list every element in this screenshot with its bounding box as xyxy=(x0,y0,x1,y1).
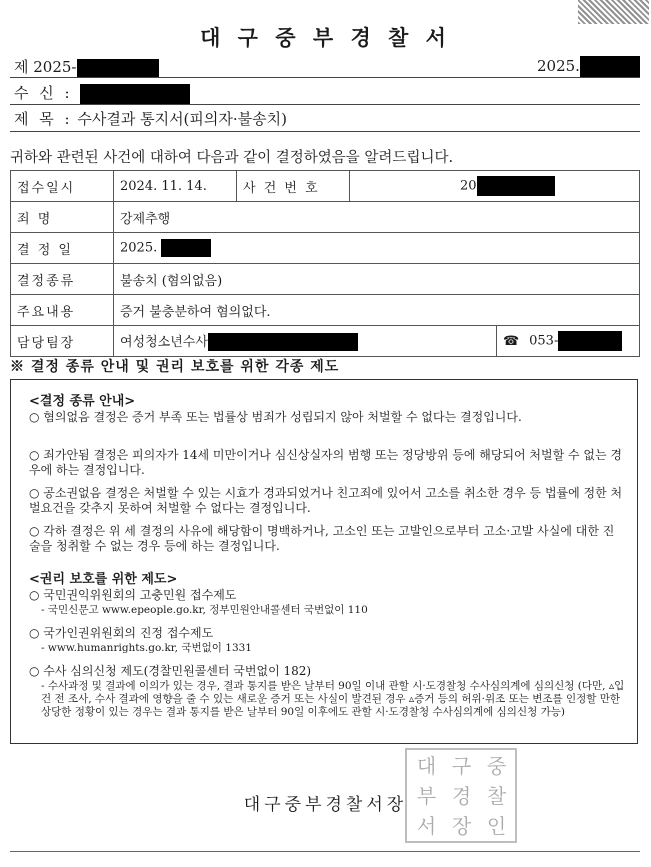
case-number-prefix: 20 xyxy=(460,178,477,194)
case-number-label: 사 건 번 호 xyxy=(237,171,350,202)
document-number-prefix: 제 2025- xyxy=(14,58,77,76)
document-date xyxy=(537,56,640,78)
phone-prefix: 053- xyxy=(529,333,559,349)
notice-heading: ※ 결정 종류 안내 및 권리 보호를 위한 각종 제도 xyxy=(10,359,340,375)
table-row xyxy=(11,202,640,233)
redaction xyxy=(208,333,358,351)
document-title: 대 구 중 부 경 찰 서 xyxy=(200,25,451,50)
redaction xyxy=(77,59,159,77)
rights-item-title: ○ 수사 심의신청 제도(경찰민원콜센터 국번없이 182) xyxy=(29,664,312,678)
decision-types-heading: <결정 종류 안내> xyxy=(29,394,136,409)
decision-date-prefix: 2025. xyxy=(120,240,158,256)
seal-char: 대 xyxy=(416,754,437,778)
decision-type-item: ○ 죄가안됨 결정은 피의자가 14세 미만이거나 심신상실자의 범행 또는 정당방위 등에 해당되어 처벌할 수 없는 경우에 하는 결정입니다. xyxy=(29,448,623,477)
rights-heading: <권리 보호를 위한 제도> xyxy=(29,572,178,587)
table-row xyxy=(11,295,640,326)
document-number xyxy=(14,56,159,77)
recipient-label: 수 신 : xyxy=(14,84,73,102)
rights-item-title: ○ 국민권익위원회의 고충민원 접수제도 xyxy=(29,588,237,602)
rights-item-detail: - 국민신문고 www.epeople.go.kr, 정부민원안내콜센터 국번없이 110 xyxy=(41,604,368,616)
seal-char: 장 xyxy=(451,814,472,838)
rights-item-detail: - www.humanrights.go.kr, 국번없이 1331 xyxy=(41,642,252,654)
rights-item-detail: - 수사과정 및 결과에 이의가 있는 경우, 결과 통지를 받은 날부터 90일 이내 관할 시·도경찰청 수사심의계에 심의신청 (다만, ▵입건 전 조사, 수사 결과에 영향을 줄 수 있는 새로운 증거 또는 사실이 발견된 경우 ▵증거 등의 허위·위조 또는 변조를 인정할 만한 상당한 정황이 있는 경우는 결과 통지를 받은 날부터 90일 이후에도 관할 시·도경찰청 수사심의계에 심의신청 가능) xyxy=(41,680,625,718)
seal-char: 찰 xyxy=(486,784,507,808)
decision-type-value: 불송치 (혐의없음) xyxy=(114,264,640,295)
subject-line xyxy=(14,108,287,129)
decision-type-item: ○ 공소권없음 결정은 처벌할 수 있는 시효가 경과되었거나 친고죄에 있어서 고소를 취소한 경우 등 법률에 정한 처벌요건을 갖추지 못하여 처벌할 수 없다는 결정입니다. xyxy=(29,486,623,515)
seal-char: 구 xyxy=(451,754,472,778)
charge-value: 강제추행 xyxy=(114,202,640,233)
table-row xyxy=(11,233,640,264)
rights-item-title: ○ 국가인권위원회의 진정 접수제도 xyxy=(29,626,214,640)
main-content-value: 증거 불충분하여 혐의없다. xyxy=(114,295,640,326)
intro-text: 귀하와 관련된 사건에 대하여 다음과 같이 결정하였음을 알려드립니다. xyxy=(10,150,454,166)
receipt-value: 2024. 11. 14. xyxy=(114,171,237,202)
recipient-line xyxy=(14,82,190,104)
seal-char: 중 xyxy=(486,754,507,778)
issuer-name: 대구중부경찰서장 xyxy=(243,795,408,815)
qr-code xyxy=(578,0,649,24)
subject-value: 수사결과 통지서(피의자·불송치) xyxy=(77,110,287,128)
case-info-table xyxy=(10,170,640,357)
team-value xyxy=(114,326,497,357)
phone-icon: ☎ xyxy=(503,333,520,349)
decision-type-label: 결정종류 xyxy=(11,264,114,295)
decision-type-item: ○ 각하 결정은 위 세 결정의 사유에 해당함이 명백하거나, 고소인 또는 고발인으로부터 고소·고발 사실에 대한 진술을 청취할 수 없는 경우 등에 하는 결정입니다. xyxy=(29,524,615,553)
phone-cell xyxy=(497,326,640,357)
subject-label: 제 목 : xyxy=(14,110,73,128)
receipt-label: 접수일시 xyxy=(11,171,114,202)
redaction xyxy=(161,239,211,257)
table-row xyxy=(11,171,640,202)
team-prefix: 여성청소년수사 xyxy=(120,334,208,350)
decision-date-value xyxy=(114,233,640,264)
decision-date-label: 결 정 일 xyxy=(11,233,114,264)
case-number-value xyxy=(350,171,640,202)
team-label: 담당팀장 xyxy=(11,326,114,357)
charge-label: 죄 명 xyxy=(11,202,114,233)
seal-char: 서 xyxy=(416,814,437,838)
seal-char: 경 xyxy=(451,784,472,808)
redaction xyxy=(580,56,640,78)
redaction xyxy=(477,176,555,196)
divider xyxy=(10,851,640,852)
notice-box xyxy=(10,379,638,744)
divider xyxy=(10,77,640,78)
decision-type-item: ○ 혐의없음 결정은 증거 부족 또는 법률상 범죄가 성립되지 않아 처벌할 수 없다는 결정입니다. xyxy=(29,410,522,424)
table-row xyxy=(11,264,640,295)
table-row xyxy=(11,326,640,357)
divider xyxy=(10,131,640,132)
document-date-prefix: 2025. xyxy=(537,57,580,75)
main-content-label: 주요내용 xyxy=(11,295,114,326)
divider xyxy=(10,104,640,105)
redaction xyxy=(558,331,622,351)
seal-char: 부 xyxy=(416,784,437,808)
redaction xyxy=(80,84,190,104)
seal-char: 인 xyxy=(486,814,507,838)
